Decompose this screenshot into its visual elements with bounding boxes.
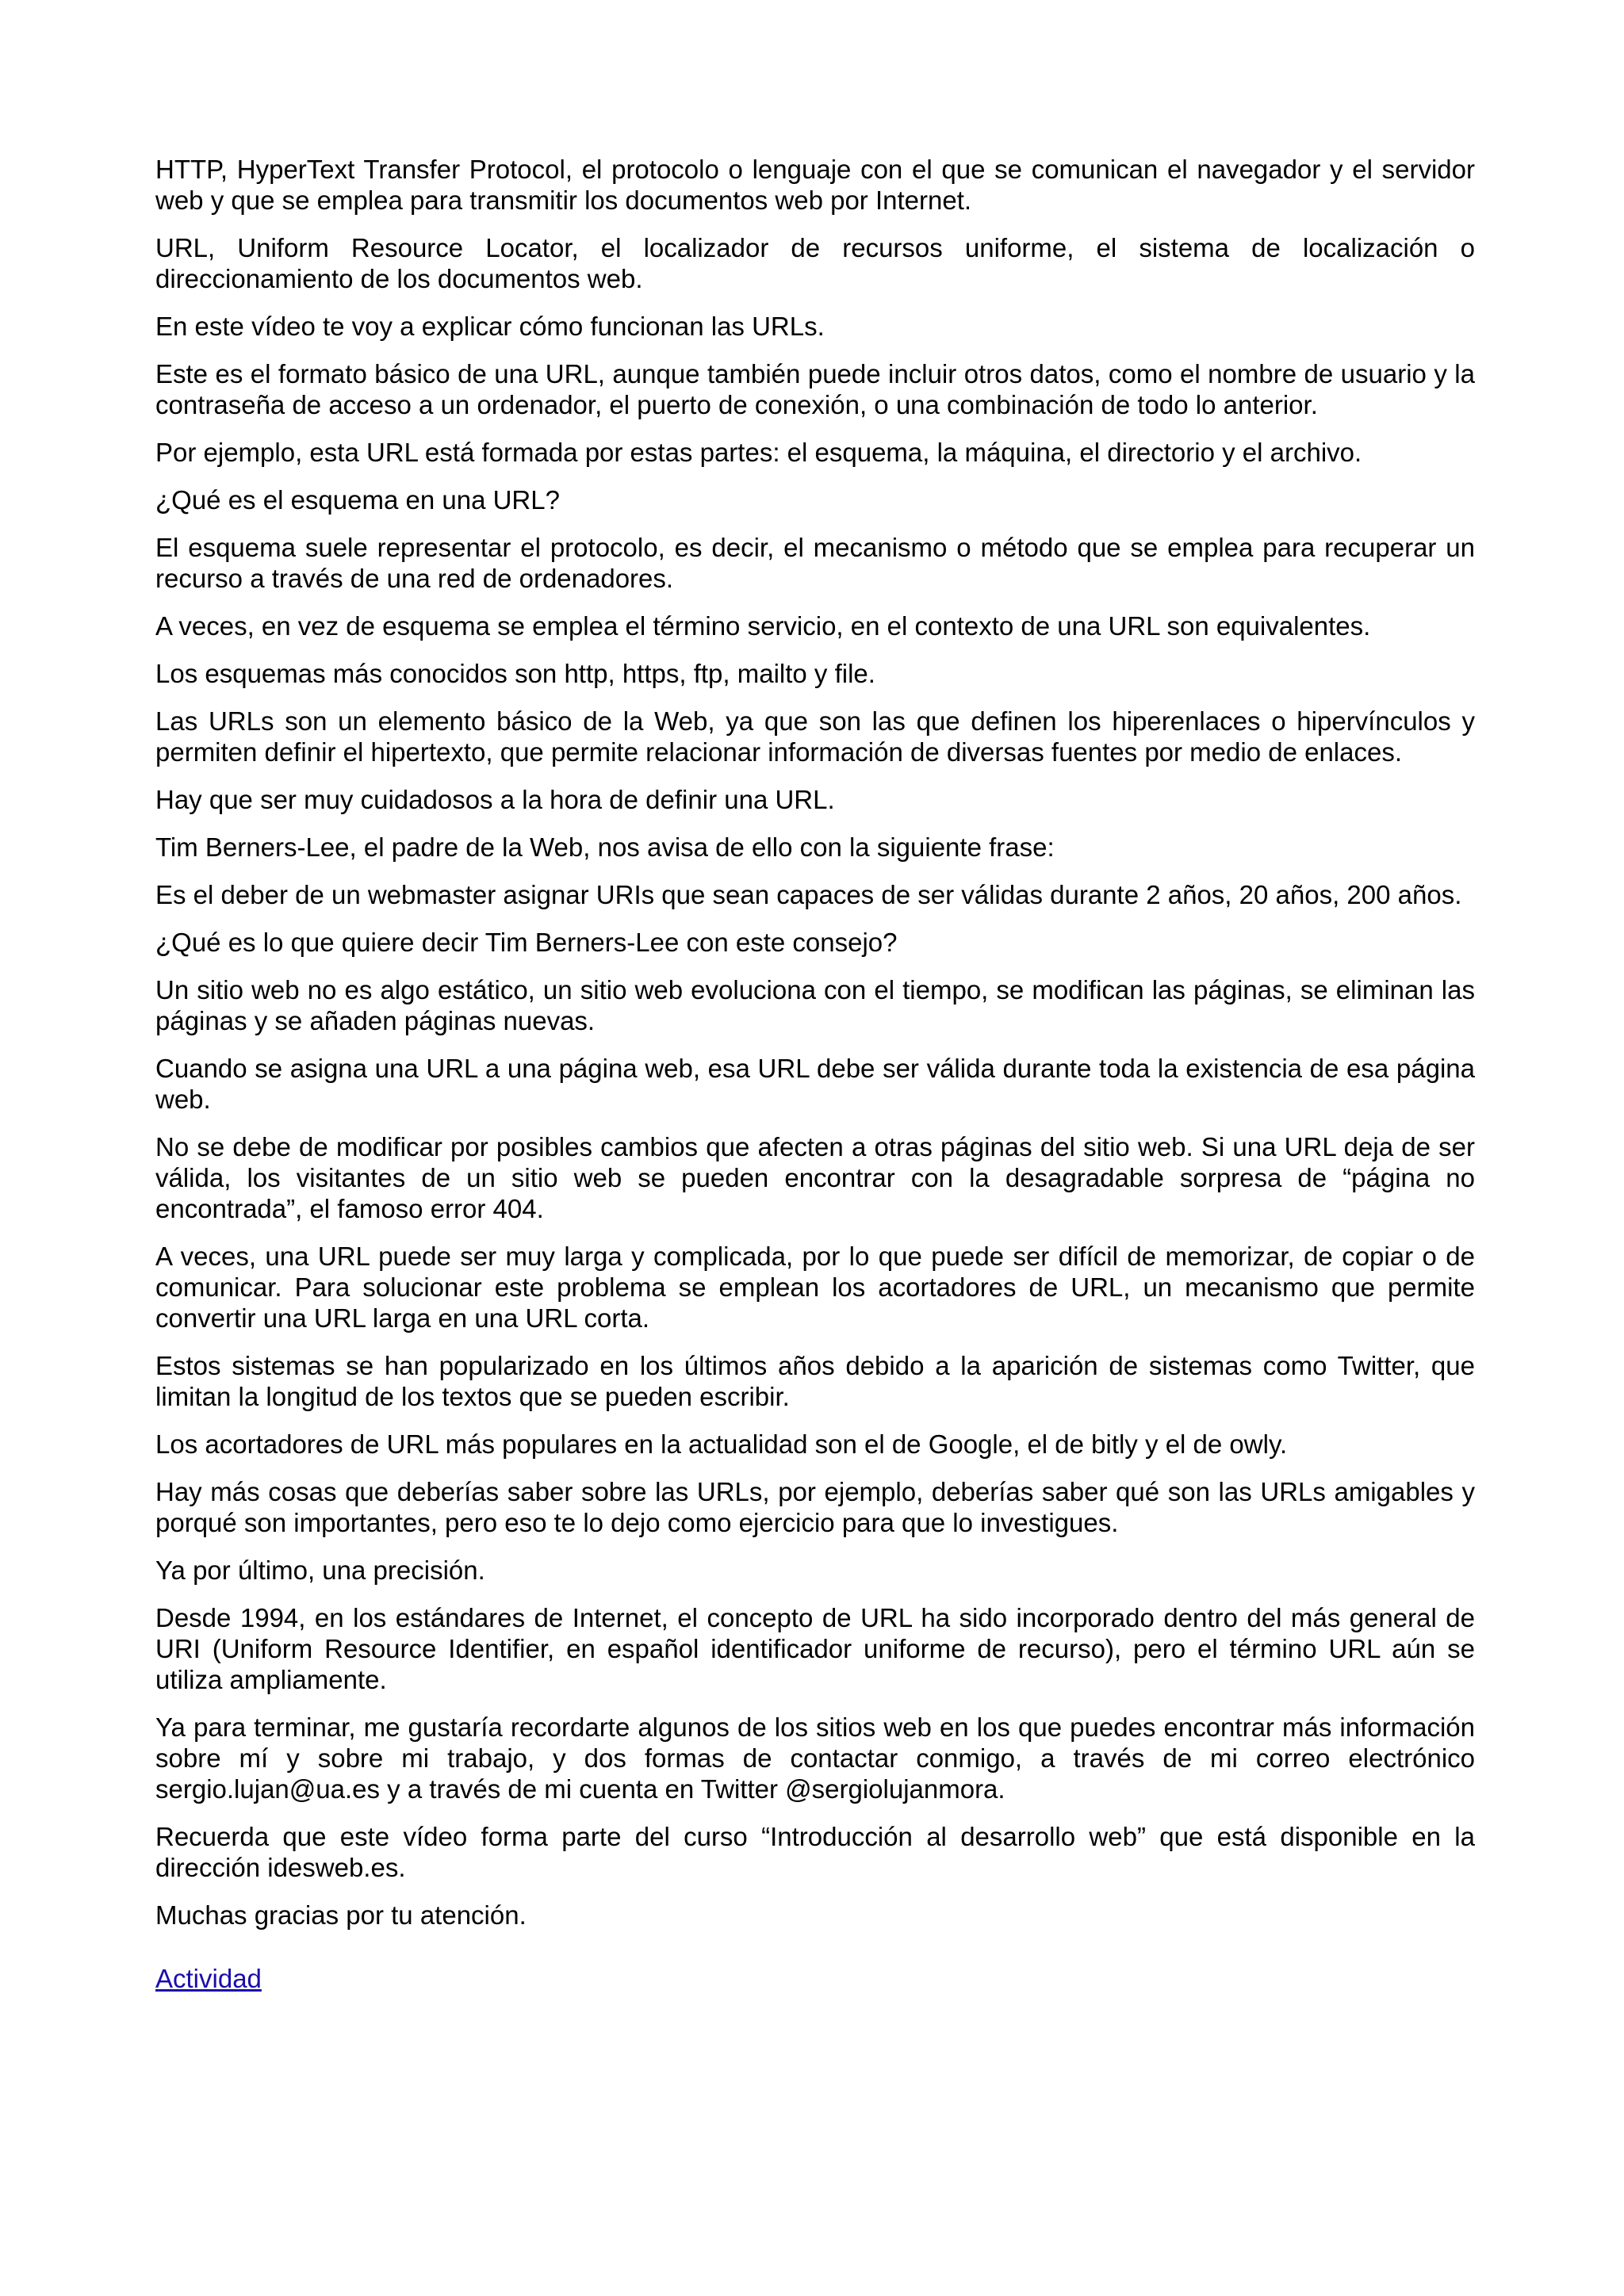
paragraph-26: Muchas gracias por tu atención.: [155, 1900, 527, 1930]
paragraph-25: Recuerda que este vídeo forma parte del curso “Introducción al desarrollo web” que está disponible en la dirección idesweb.es.: [155, 1822, 1475, 1882]
paragraph-3: En este vídeo te voy a explicar cómo funcionan las URLs.: [155, 312, 825, 341]
paragraph-7: El esquema suele representar el protocolo, es decir, el mecanismo o método que se emplea para recuperar un recurso a través de una red de ordenadores.: [155, 533, 1475, 593]
paragraph-17: No se debe de modificar por posibles cambios que afecten a otras páginas del sitio web. Si una URL deja de ser válida, los visitantes de un sitio web se pueden encontrar con la desagradable sorpresa de “página no encontrada”, el famoso error 404.: [155, 1132, 1475, 1223]
paragraph-16: Cuando se asigna una URL a una página web, esa URL debe ser válida durante toda la existencia de esa página web.: [155, 1054, 1475, 1114]
paragraph-9: Los esquemas más conocidos son http, https, ftp, mailto y file.: [155, 659, 875, 688]
paragraph-12: Tim Berners-Lee, el padre de la Web, nos avisa de ello con la siguiente frase:: [155, 832, 1055, 862]
paragraph-8: A veces, en vez de esquema se emplea el término servicio, en el contexto de una URL son equivalentes.: [155, 611, 1371, 641]
paragraph-10: Las URLs son un elemento básico de la Web, ya que son las que definen los hiperenlaces o hipervínculos y permiten definir el hipertexto, que permite relacionar información de diversas fuentes por medio de enlaces.: [155, 706, 1475, 767]
paragraph-20: Los acortadores de URL más populares en la actualidad son el de Google, el de bitly y el de owly.: [155, 1429, 1288, 1459]
document-body: [155, 154, 1475, 2011]
paragraph-23: Desde 1994, en los estándares de Internet, el concepto de URL ha sido incorporado dentro del más general de URI (Uniform Resource Identifier, en español identificador uniforme de recurso), pero el término URL aún se utiliza ampliamente.: [155, 1603, 1475, 1694]
paragraph-11: Hay que ser muy cuidadosos a la hora de definir una URL.: [155, 785, 835, 814]
paragraph-21: Hay más cosas que deberías saber sobre las URLs, por ejemplo, deberías saber qué son las URLs amigables y porqué son importantes, pero eso te lo dejo como ejercicio para que lo investigues.: [155, 1477, 1475, 1537]
paragraph-19: Estos sistemas se han popularizado en los últimos años debido a la aparición de sistemas como Twitter, que limitan la longitud de los textos que se pueden escribir.: [155, 1351, 1475, 1411]
paragraph-1: HTTP, HyperText Transfer Protocol, el protocolo o lenguaje con el que se comunican el navegador y el servidor web y que se emplea para transmitir los documentos web por Internet.: [155, 155, 1475, 215]
activity-link[interactable]: Actividad: [155, 1964, 262, 1993]
paragraph-22: Ya por último, una precisión.: [155, 1556, 485, 1585]
paragraph-18: A veces, una URL puede ser muy larga y complicada, por lo que puede ser difícil de memorizar, de copiar o de comunicar. Para solucionar este problema se emplean los acortadores de URL, un mecanismo que permite convertir una URL larga en una URL corta.: [155, 1242, 1475, 1333]
activity-link-paragraph: [155, 1963, 1475, 1994]
paragraph-4: Este es el formato básico de una URL, aunque también puede incluir otros datos, como el nombre de usuario y la contraseña de acceso a un ordenador, el puerto de conexión, o una combinación de todo lo anterior.: [155, 359, 1475, 419]
paragraph-6: ¿Qué es el esquema en una URL?: [155, 485, 560, 515]
paragraph-5: Por ejemplo, esta URL está formada por estas partes: el esquema, la máquina, el directorio y el archivo.: [155, 438, 1362, 467]
paragraph-15: Un sitio web no es algo estático, un sitio web evoluciona con el tiempo, se modifican las páginas, se eliminan las páginas y se añaden páginas nuevas.: [155, 975, 1475, 1035]
paragraph-2: URL, Uniform Resource Locator, el localizador de recursos uniforme, el sistema de localización o direccionamiento de los documentos web.: [155, 233, 1475, 293]
paragraph-14: ¿Qué es lo que quiere decir Tim Berners-Lee con este consejo?: [155, 928, 898, 957]
paragraph-24: Ya para terminar, me gustaría recordarte algunos de los sitios web en los que puedes encontrar más información sobre mí y sobre mi trabajo, y dos formas de contactar conmigo, a través de mi correo electrónico sergio.lujan@ua.es y a través de mi cuenta en Twitter @sergiolujanmora.: [155, 1712, 1475, 1804]
paragraph-13: Es el deber de un webmaster asignar URIs que sean capaces de ser válidas durante 2 años, 20 años, 200 años.: [155, 880, 1462, 909]
